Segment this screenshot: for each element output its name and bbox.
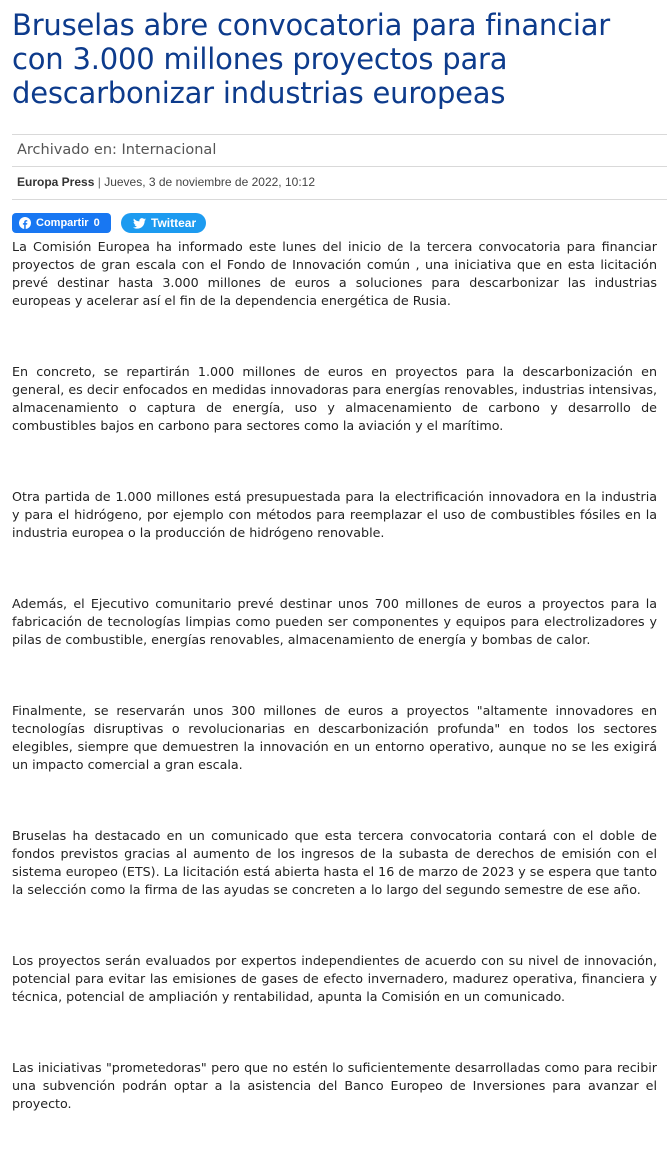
divider-bottom bbox=[12, 199, 667, 200]
archived-in bbox=[17, 142, 216, 158]
article-date: Jueves, 3 de noviembre de 2022, 10:12 bbox=[104, 175, 316, 189]
facebook-share-label: Compartir bbox=[36, 217, 89, 229]
facebook-share-button[interactable] bbox=[12, 213, 111, 233]
article-paragraph: La Comisión Europea ha informado este lunes del inicio de la tercera convocatoria para financiar proyectos de gran escala con el Fondo de Innovación común , una iniciativa que en esta licitación prevé destinar hasta 3.000 millones de euros a soluciones para descarbonizar las industrias europeas y acelerar así el fin de la dependencia energética de Rusia. bbox=[12, 239, 657, 308]
article-paragraph: Además, el Ejecutivo comunitario prevé destinar unos 700 millones de euros a proyectos para la fabricación de tecnologías limpias como pueden ser componentes y equipos para electrolizadores y pilas de combustible, energías renovables, almacenamiento de energía y bombas de calor. bbox=[12, 596, 657, 647]
article-paragraph: En concreto, se repartirán 1.000 millones de euros en proyectos para la descarbonización en general, es decir enfocados en medidas innovadoras para energías renovables, industrias intensivas, almacenamiento o captura de energía, uso y almacenamiento de carbono y desarrollo de combustibles bajos en carbono para sectores como la aviación y el marítimo. bbox=[12, 364, 657, 433]
facebook-share-count: 0 bbox=[93, 217, 100, 229]
article-paragraph: Bruselas ha destacado en un comunicado que esta tercera convocatoria contará con el doble de fondos previstos gracias al aumento de los ingresos de la subasta de derechos de emisión con el sistema europeo (ETS). La licitación está abierta hasta el 16 de marzo de 2023 y se espera que tanto la selección como la firma de las ayudas se concreten a lo largo del segundo semestre de ese año. bbox=[12, 828, 657, 897]
article-headline: Bruselas abre convocatoria para financiar con 3.000 millones proyectos para descarbonizar industrias europeas bbox=[12, 8, 610, 110]
article-source: Europa Press bbox=[17, 175, 95, 189]
divider-middle bbox=[12, 166, 667, 167]
category-link[interactable]: Internacional bbox=[121, 142, 217, 158]
article-paragraph: Finalmente, se reservarán unos 300 millones de euros a proyectos "altamente innovadores en tecnologías disruptivas o revolucionarias en descarbonización profunda" en todos los sectores elegibles, siempre que demuestren la innovación en un entorno operativo, aunque no se les exigirá un impacto comercial a gran escala. bbox=[12, 703, 657, 772]
article-body bbox=[12, 238, 657, 1166]
archived-label: Archivado en: bbox=[17, 142, 117, 158]
twitter-bird-icon bbox=[133, 218, 146, 229]
article-paragraph: Los proyectos serán evaluados por expertos independientes de acuerdo con su nivel de innovación, potencial para evitar las emisiones de gases de efecto invernadero, madurez operativa, financiera y técnica, potencial de ampliación y rentabilidad, apunta la Comisión en un comunicado. bbox=[12, 953, 657, 1004]
article-meta bbox=[17, 175, 315, 189]
facebook-icon bbox=[19, 217, 31, 229]
divider-top bbox=[12, 134, 667, 135]
meta-separator: | bbox=[97, 175, 101, 189]
article-paragraph: Otra partida de 1.000 millones está presupuestada para la electrificación innovadora en la industria y para el hidrógeno, por ejemplo con métodos para reemplazar el uso de combustibles fósiles en la industria europea o la producción de hidrógeno renovable. bbox=[12, 489, 657, 540]
twitter-share-label: Twittear bbox=[151, 216, 197, 230]
article-paragraph: Las iniciativas "prometedoras" pero que no estén lo suficientemente desarrolladas como para recibir una subvención podrán optar a la asistencia del Banco Europeo de Inversiones para avanzar el proyecto. bbox=[12, 1060, 657, 1111]
twitter-share-button[interactable] bbox=[121, 213, 206, 233]
